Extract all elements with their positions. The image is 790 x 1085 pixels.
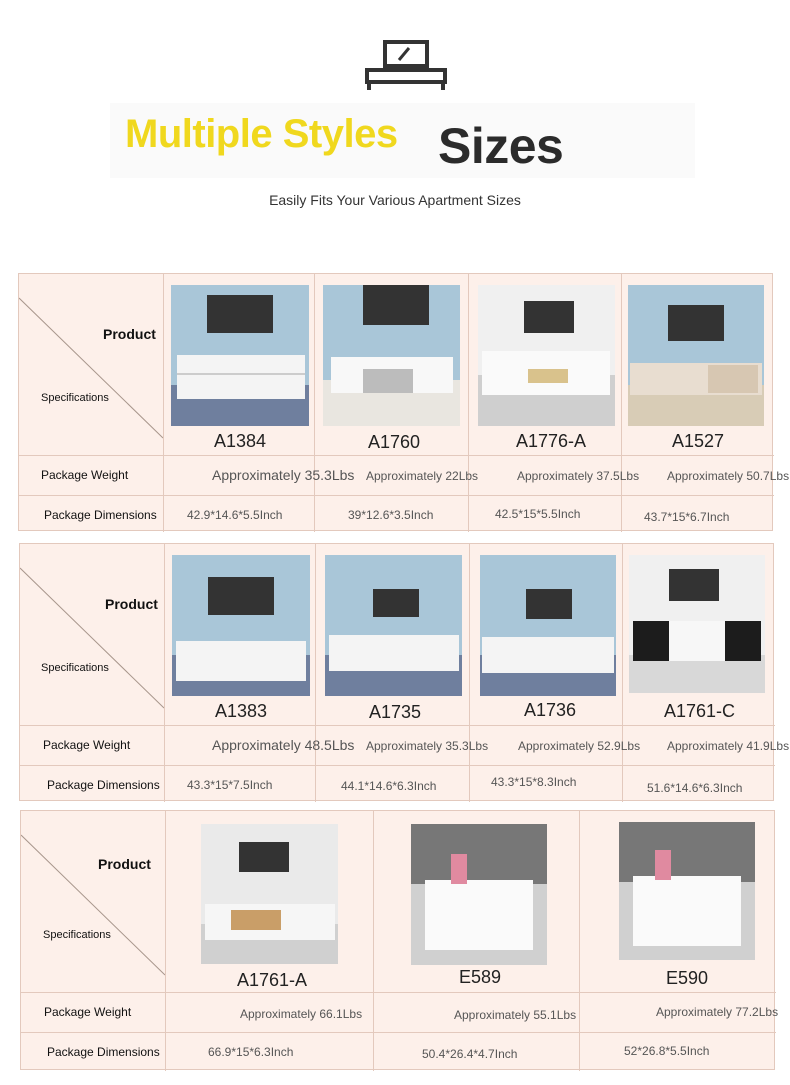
package-dimensions-label: Package Dimensions <box>47 1045 160 1059</box>
package-dimensions: 43.3*15*8.3Inch <box>491 775 577 789</box>
product-code: A1527 <box>672 431 725 451</box>
package-weight: Approximately 77.2Lbs <box>656 1005 779 1019</box>
spec-table-3 <box>20 810 779 1070</box>
product-code: E590 <box>666 968 709 988</box>
product-code: A1383 <box>215 701 268 721</box>
package-weight: Approximately 37.5Lbs <box>517 469 640 483</box>
title-main: Sizes <box>438 118 564 174</box>
product-photo <box>201 824 338 964</box>
product-photo <box>619 822 755 960</box>
product-code: A1761-A <box>237 970 308 990</box>
header-diagonal <box>19 274 165 454</box>
product-code: A1760 <box>368 432 421 452</box>
product-label: Product <box>103 326 156 342</box>
package-dimensions: 39*12.6*3.5Inch <box>348 508 434 522</box>
product-photo <box>171 285 309 426</box>
product-code: A1736 <box>524 700 577 720</box>
product-photo <box>323 285 460 426</box>
product-photo <box>172 555 310 696</box>
package-weight: Approximately 41.9Lbs <box>667 739 790 753</box>
package-dimensions: 66.9*15*6.3Inch <box>208 1045 294 1059</box>
package-dimensions-label: Package Dimensions <box>44 508 157 522</box>
title-highlight: Multiple Styles <box>125 112 398 156</box>
package-weight: Approximately 22Lbs <box>366 469 479 483</box>
package-dimensions: 52*26.8*5.5Inch <box>624 1044 710 1058</box>
product-photo <box>629 555 765 693</box>
package-dimensions: 42.9*14.6*5.5Inch <box>187 508 283 522</box>
package-weight: Approximately 35.3Lbs <box>366 739 489 753</box>
product-photo <box>478 285 615 426</box>
product-code: A1384 <box>214 431 267 451</box>
package-weight: Approximately 52.9Lbs <box>518 739 641 753</box>
package-dimensions-label: Package Dimensions <box>47 778 160 792</box>
product-label: Product <box>105 596 158 612</box>
package-weight: Approximately 50.7Lbs <box>667 469 790 483</box>
package-weight: Approximately 55.1Lbs <box>454 1008 577 1022</box>
specifications-label: Specifications <box>43 929 111 941</box>
specifications-label: Specifications <box>41 392 109 404</box>
package-dimensions: 44.1*14.6*6.3Inch <box>341 779 437 793</box>
product-label: Product <box>98 856 151 872</box>
header-diagonal <box>20 544 166 724</box>
subtitle: Easily Fits Your Various Apartment Sizes <box>269 192 521 208</box>
header-diagonal <box>21 811 167 981</box>
product-code: A1735 <box>369 702 422 722</box>
package-weight: Approximately 66.1Lbs <box>240 1007 363 1021</box>
package-weight: Approximately 35.3Lbs <box>212 467 355 483</box>
package-weight-label: Package Weight <box>41 468 129 482</box>
package-dimensions: 42.5*15*5.5Inch <box>495 507 581 521</box>
spec-table-2 <box>19 543 790 801</box>
package-dimensions: 43.3*15*7.5Inch <box>187 778 273 792</box>
package-dimensions: 43.7*15*6.7Inch <box>644 510 730 524</box>
product-code: E589 <box>459 967 502 987</box>
package-weight: Approximately 48.5Lbs <box>212 737 355 753</box>
package-dimensions: 50.4*26.4*4.7Inch <box>422 1047 518 1061</box>
tv-stand-icon <box>365 40 447 92</box>
specifications-label: Specifications <box>41 662 109 674</box>
product-photo <box>325 555 462 696</box>
product-photo <box>411 824 547 965</box>
package-weight-label: Package Weight <box>44 1005 132 1019</box>
package-dimensions: 51.6*14.6*6.3Inch <box>647 781 743 795</box>
header <box>0 0 790 260</box>
package-weight-label: Package Weight <box>43 738 131 752</box>
product-code: A1776-A <box>516 431 587 451</box>
product-photo <box>628 285 764 426</box>
spec-table-1 <box>18 273 790 531</box>
product-photo <box>480 555 616 696</box>
product-code: A1761-C <box>664 701 736 721</box>
